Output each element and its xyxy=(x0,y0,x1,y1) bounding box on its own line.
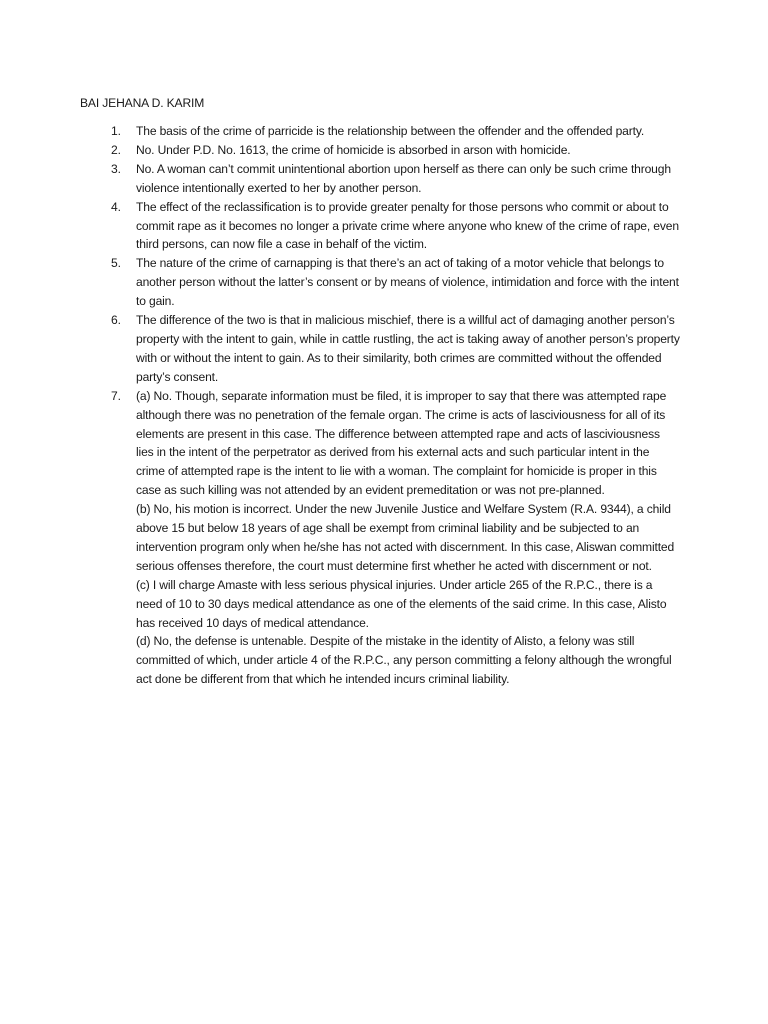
answer-number: 6. xyxy=(111,313,121,328)
answer-item-6 xyxy=(80,311,680,387)
answer-text: No. A woman can’t commit unintentional abortion upon herself as there can only be such crime through violence intentionally exerted to her by another person. xyxy=(136,161,671,195)
answer-item-3 xyxy=(80,160,680,198)
author-name: BAI JEHANA D. KARIM xyxy=(80,96,205,110)
answer-item-2 xyxy=(80,141,680,160)
answer-text: The effect of the reclassification is to provide greater penalty for those persons who commit or about to commit rape as it becomes no longer a private crime where anyone who knew of the crime of rape, even third persons, can now file a case in behalf of the victim. xyxy=(136,199,679,252)
answer-text: The nature of the crime of carnapping is that there’s an act of taking of a motor vehicle that belongs to another person without the latter’s consent or by means of violence, intimidation and force with the intent to gain. xyxy=(136,256,679,309)
answer-text-c: (c) I will charge Amaste with less serious physical injuries. Under article 265 of the R.P.C., there is a need of 10 to 30 days medical attendance as one of the elements of the said crime. In this case, Alisto has received 10 days of medical attendance. xyxy=(136,577,667,630)
answer-number: 7. xyxy=(111,388,121,403)
answer-text-d: (d) No, the defense is untenable. Despite of the mistake in the identity of Alisto, a felony was still committed of which, under article 4 of the R.P.C., any person committing a felony although the wrongful act done be different from that which he intended incurs criminal liability. xyxy=(136,634,672,687)
answer-item-1 xyxy=(80,122,680,141)
answer-text: No. Under P.D. No. 1613, the crime of homicide is absorbed in arson with homicide. xyxy=(136,142,571,157)
answer-number: 4. xyxy=(111,199,121,214)
answer-text-a: (a) No. Though, separate information must be filed, it is improper to say that there was attempted rape although there was no penetration of the female organ. The crime is acts of lasciviousness for all of its elements are present in this case. The difference between attempted rape and acts of lasciviousness lies in the intent of the perpetrator as derived from his external acts and such particular intent in the crime of attempted rape is the intent to lie with a woman. The complaint for homicide is proper in this case as such killing was not attended by an evident premeditation or was not pre-planned. xyxy=(136,388,667,498)
answer-list xyxy=(80,122,680,689)
answer-item-7 xyxy=(80,387,680,690)
answer-text: The basis of the crime of parricide is the relationship between the offender and the offended party. xyxy=(136,124,645,138)
answer-number: 3. xyxy=(111,161,121,176)
answer-text: The difference of the two is that in malicious mischief, there is a willful act of damaging another person’s property with the intent to gain, while in cattle rustling, the act is taking away of another person’s property with or without the intent to gain. As to their similarity, both crimes are committed without the offended party’s consent. xyxy=(136,313,680,384)
answer-item-4 xyxy=(80,198,680,255)
answer-number: 5. xyxy=(111,256,121,271)
answer-number: 1. xyxy=(111,124,121,138)
answer-text-b: (b) No, his motion is incorrect. Under the new Juvenile Justice and Welfare System (R.A. 9344), a child above 15 but below 18 years of age shall be exempt from criminal liability and be subjected to an intervention program only when he/she has not acted with discernment. In this case, Aliswan committed serious offenses therefore, the court must determine first whether he acted with discernment or not. xyxy=(136,502,675,573)
answer-item-5 xyxy=(80,254,680,311)
answer-number: 2. xyxy=(111,142,121,157)
